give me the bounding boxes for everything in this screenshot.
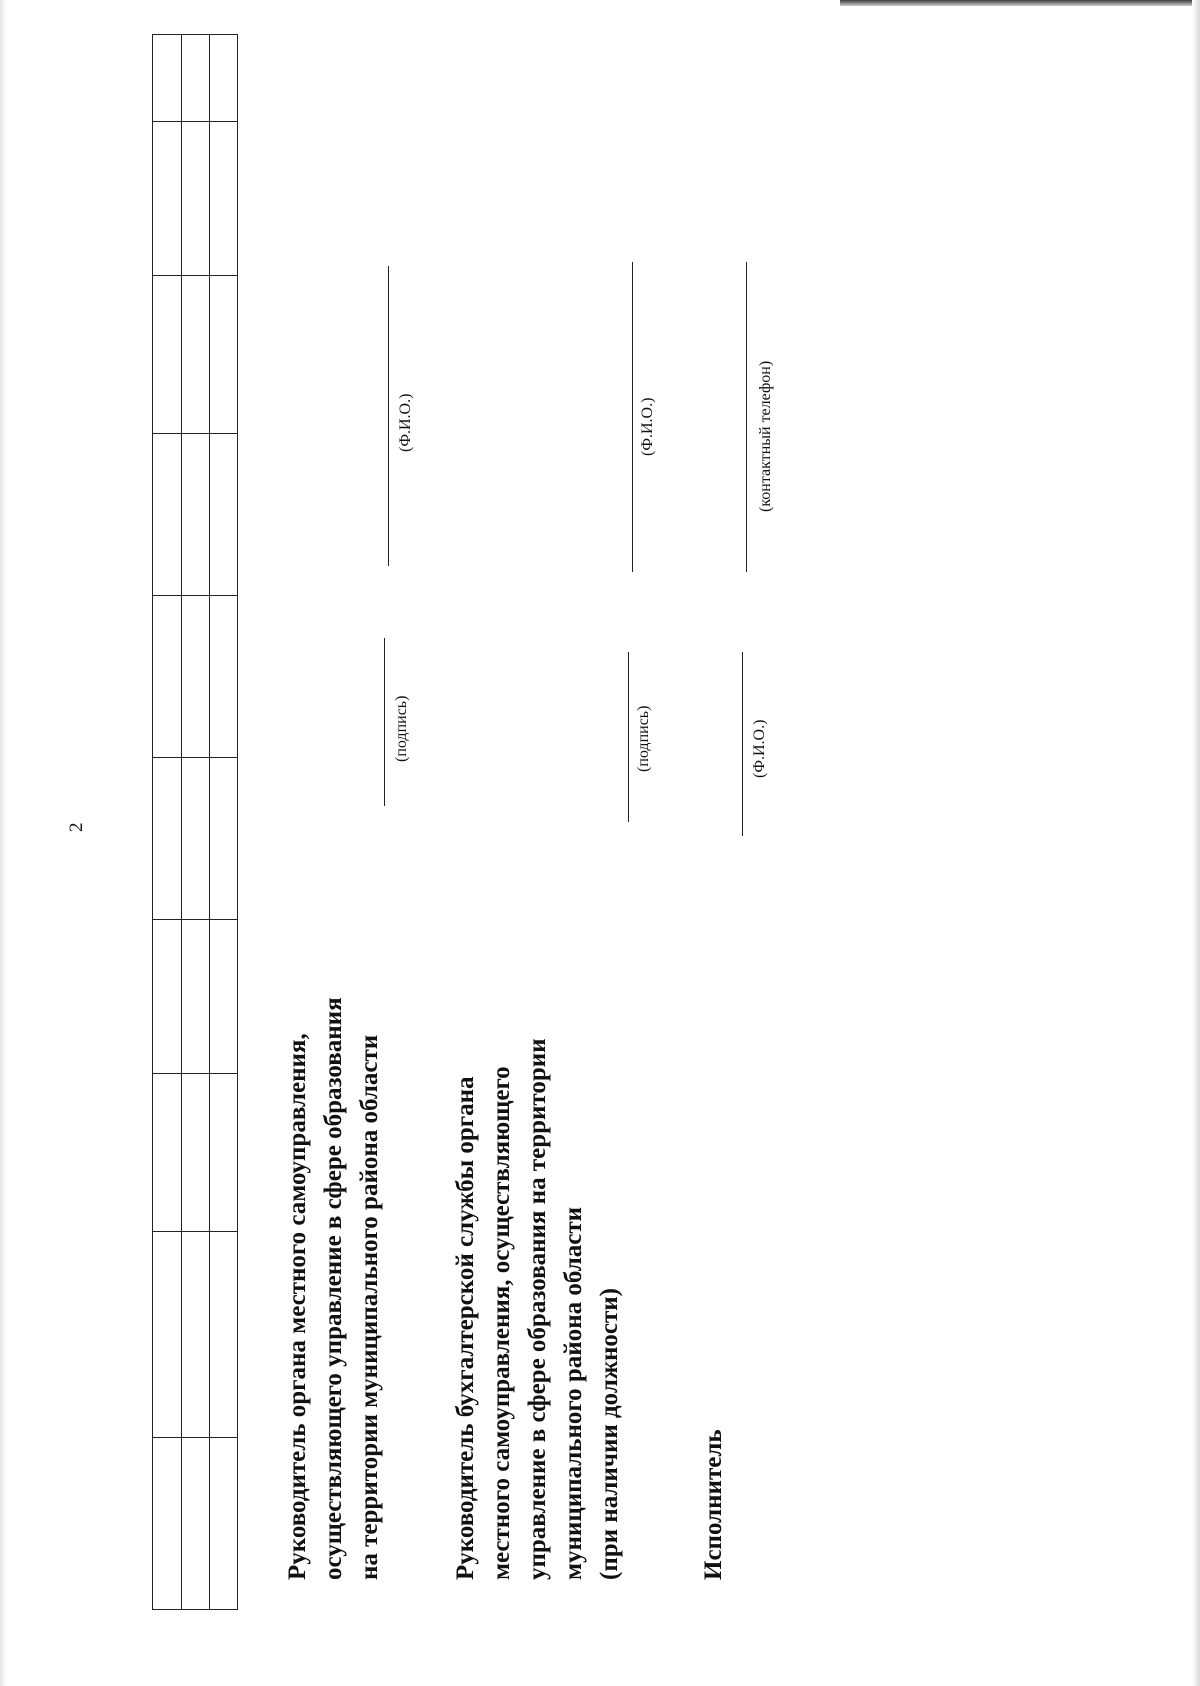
- caption-full-name: (Ф.И.О.): [751, 719, 768, 778]
- table-column-divider: [153, 919, 237, 920]
- heading-line: муниципального района области: [560, 1206, 587, 1580]
- signature-block-accountant: [448, 1038, 628, 1580]
- table-column-divider: [153, 121, 237, 122]
- phone-line: [746, 262, 747, 572]
- heading-line: Руководитель органа местного самоуправления,: [284, 1033, 311, 1580]
- heading-line: (при наличии должности): [596, 1288, 623, 1580]
- table-column-divider: [153, 275, 237, 276]
- heading-line: Руководитель бухгалтерской службы органа: [452, 1076, 479, 1580]
- heading-line: управление в сфере образования на территории: [524, 1038, 551, 1580]
- table-column-divider: [153, 595, 237, 596]
- table-column-divider: [153, 433, 237, 434]
- empty-table: [152, 34, 238, 1610]
- scan-edge-top: [840, 0, 1200, 6]
- signature-block-head: [280, 997, 388, 1580]
- caption-full-name: (Ф.И.О.): [639, 397, 656, 456]
- heading-line: осуществляющего управление в сфере образования: [320, 997, 347, 1580]
- name-line: [632, 262, 633, 572]
- scan-edge-right: [1192, 0, 1200, 1686]
- table-column-divider: [153, 757, 237, 758]
- caption-signature: (подпись): [393, 695, 410, 762]
- name-line: [742, 652, 743, 836]
- caption-signature: (подпись): [635, 705, 652, 772]
- heading-line: Исполнитель: [700, 1429, 727, 1580]
- heading-line: на территории муниципального района области: [356, 1034, 383, 1580]
- table-column-divider: [153, 1073, 237, 1074]
- table-row-divider: [209, 35, 210, 1609]
- table-row-divider: [181, 35, 182, 1609]
- page-number: 2: [66, 822, 87, 832]
- scan-edge-left: [0, 0, 6, 1686]
- caption-full-name: (Ф.И.О.): [397, 393, 414, 452]
- signature-block-executor: [696, 1429, 732, 1580]
- table-column-divider: [153, 1231, 237, 1232]
- table-column-divider: [153, 1437, 237, 1438]
- signature-line: [384, 638, 385, 806]
- caption-contact-phone: (контактный телефон): [757, 360, 774, 512]
- signature-line: [628, 652, 629, 822]
- heading-line: местного самоуправления, осуществляющего: [488, 1066, 515, 1580]
- name-line: [388, 266, 389, 566]
